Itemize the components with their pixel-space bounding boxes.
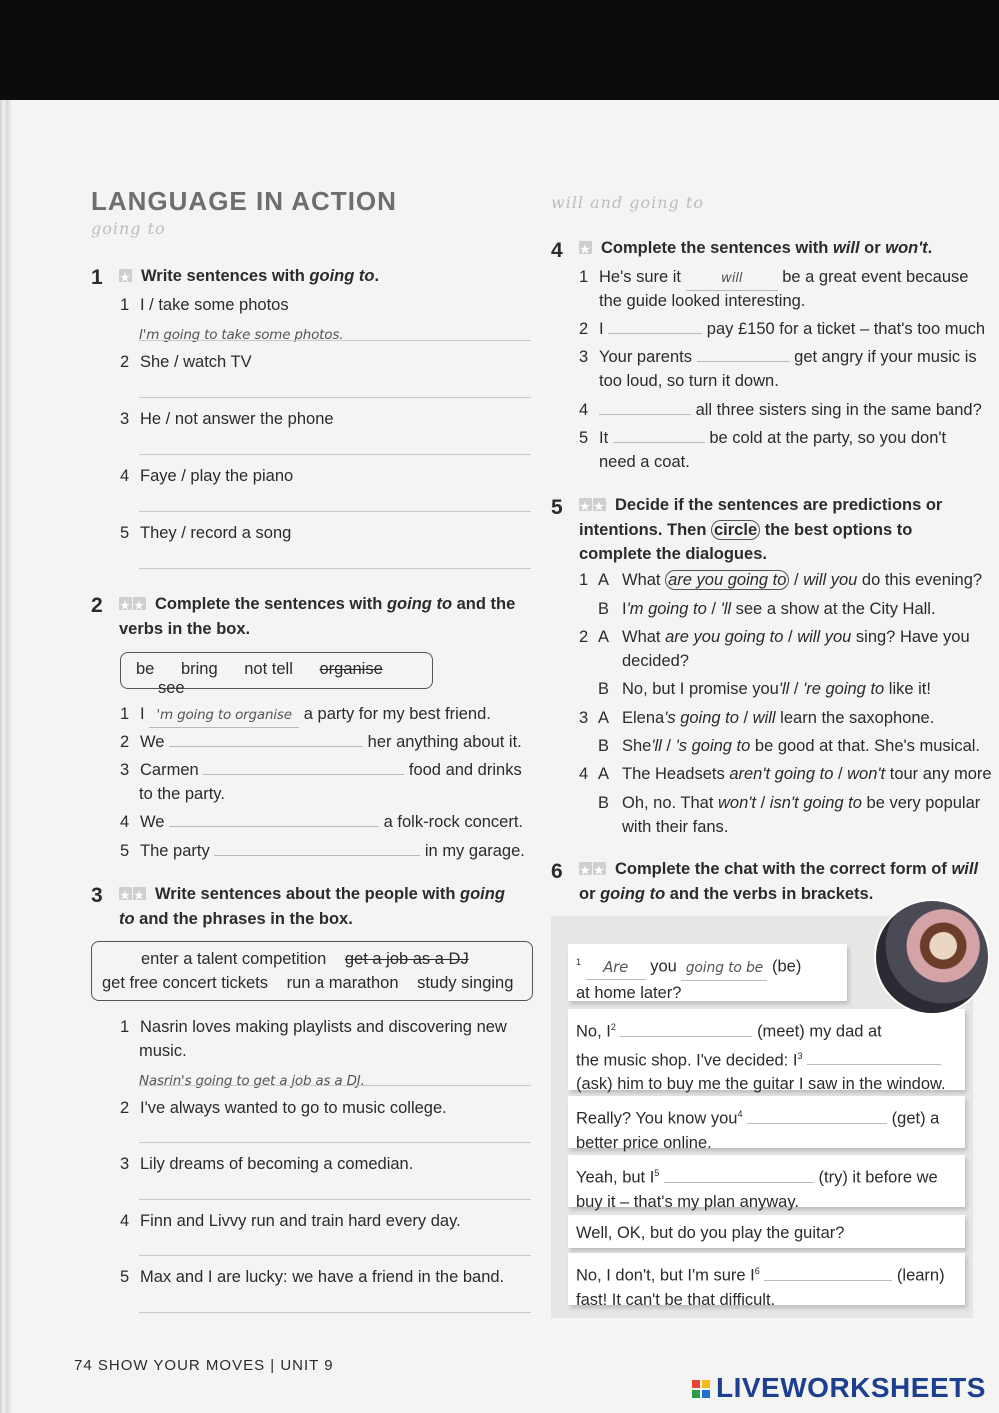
phrase-job-dj: get a job as a DJ <box>344 950 469 968</box>
chat-bubble-1: $^1$ Are you going to be (be) at home later? <box>568 944 847 1001</box>
ex4-blank-2[interactable] <box>608 318 702 334</box>
option-choice[interactable]: 'll <box>720 600 732 618</box>
option-choice[interactable]: won't <box>718 794 757 812</box>
difficulty-star-icon <box>119 883 147 907</box>
exercise-1-instruction: ★ Write sentences with going to. <box>119 264 379 289</box>
book-binding <box>0 100 18 1413</box>
chat-blank-4[interactable] <box>747 1108 887 1124</box>
chat-blank-6[interactable] <box>764 1265 892 1281</box>
option-choice[interactable]: 's going to <box>664 709 739 727</box>
chat-bubble-2: No, $I^2$ (meet) my dad at the music shop. I've decided: $I^3$ (ask) him to buy me the guitar I saw in the window. <box>568 1009 965 1090</box>
scan-top-edge <box>0 0 999 100</box>
exercise-5-number: 5 <box>551 496 563 519</box>
exercise-4-instruction: ★ Complete the sentences with will or won't. <box>579 236 932 261</box>
word-not-tell: not tell <box>244 660 293 678</box>
phrase-free-tickets: get free concert tickets <box>102 974 268 992</box>
ex2-item-3-cont: to the party. <box>139 785 225 803</box>
ex2-blank-3[interactable] <box>203 759 404 775</box>
chat-bubble-5: Well, OK, but do you play the guitar? <box>568 1215 965 1248</box>
difficulty-star-icon <box>119 593 147 617</box>
ex5-line-cont: decided? <box>622 652 689 670</box>
option-choice[interactable]: won't <box>847 765 886 783</box>
answer-line[interactable] <box>139 511 531 512</box>
option-choice[interactable]: 're going to <box>803 680 885 698</box>
option-choice[interactable]: 'm going to <box>626 600 707 618</box>
difficulty-star-icon <box>579 237 593 261</box>
chat-bubble-6: No, I don't, but I'm sure $I^6$ (learn) fast! It can't be that difficult. <box>568 1253 965 1305</box>
ex3-item-1-answer: Nasrin's going to get a job as a DJ. <box>139 1073 365 1089</box>
answer-line[interactable] <box>139 568 531 569</box>
exercise-2-number: 2 <box>91 594 103 617</box>
option-choice[interactable]: will <box>752 709 776 727</box>
option-choice[interactable]: 'll <box>778 680 790 698</box>
word-be: be <box>136 660 155 678</box>
girl-with-guitar-photo <box>874 899 990 1015</box>
ex4-blank-5[interactable] <box>613 427 705 443</box>
chat-answer-1b[interactable]: going to be <box>681 956 767 981</box>
chat-bubble-4: Yeah, but $I^5$ (try) it before we buy it – that's my plan anyway. <box>568 1155 965 1207</box>
answer-line[interactable] <box>139 1312 531 1313</box>
word-organise: organise <box>319 660 383 678</box>
option-choice[interactable]: 'll <box>651 737 662 755</box>
exercise-2-instruction: ★★ Complete the sentences with going to and the verbs in the box. <box>119 592 539 641</box>
difficulty-star-icon <box>579 494 607 518</box>
right-section-subtitle: will and going to <box>551 193 704 212</box>
ex2-blank-5[interactable] <box>214 840 420 856</box>
ex2-answer-1[interactable]: 'm going to organise <box>149 703 299 728</box>
ex3-item-1-cont: music. <box>139 1042 187 1060</box>
exercise-6-number: 6 <box>551 860 563 883</box>
ex4-item-1-cont: the guide looked interesting. <box>599 292 806 310</box>
option-choice[interactable]: will you <box>803 571 858 589</box>
left-column <box>91 186 536 238</box>
ex4-item-3-cont: too loud, so turn it down. <box>599 372 779 390</box>
answer-line[interactable] <box>139 1255 531 1256</box>
word-box <box>120 652 433 697</box>
difficulty-star-icon <box>119 265 133 289</box>
exercise-4-number: 4 <box>551 239 563 262</box>
option-choice[interactable]: are you going to <box>665 628 784 646</box>
answer-line[interactable] <box>139 397 531 398</box>
ex1-item-1-answer: I'm going to take some photos. <box>139 327 344 343</box>
phrase-study-singing: study singing <box>417 974 514 992</box>
option-choice[interactable]: are you going to <box>665 570 789 590</box>
option-choice[interactable]: aren't going to <box>729 765 834 783</box>
liveworksheets-logo: LIVEWORKSHEETS <box>691 1372 986 1404</box>
exercise-5-instruction: ★★ Decide if the sentences are predictions or intentions. Then circle the best options to complete the dialogues. <box>579 493 999 566</box>
difficulty-star-icon <box>579 858 607 882</box>
logo-grid-icon <box>691 1379 713 1401</box>
exercise-1-number: 1 <box>91 266 103 289</box>
exercise-3-number: 3 <box>91 884 103 907</box>
ex2-blank-4[interactable] <box>169 811 379 827</box>
answer-line[interactable] <box>139 1085 531 1086</box>
chat-bubble-3: Really? You know you$^4$ (get) a better price online. <box>568 1096 965 1148</box>
ex4-blank-4[interactable] <box>599 399 691 415</box>
ex4-answer-1[interactable]: will <box>686 266 778 291</box>
answer-line[interactable] <box>139 1199 531 1200</box>
answer-line[interactable] <box>139 1142 531 1143</box>
option-choice[interactable]: 's going to <box>675 737 751 755</box>
chat-blank-2[interactable] <box>620 1021 752 1037</box>
word-bring: bring <box>180 660 218 678</box>
phrase-talent-competition: enter a talent competition <box>141 950 327 968</box>
phrase-marathon: run a marathon <box>286 974 399 992</box>
section-subtitle: going to <box>91 219 166 238</box>
answer-line[interactable] <box>139 340 531 341</box>
ex4-blank-3[interactable] <box>697 346 790 362</box>
chat-blank-5[interactable] <box>664 1167 814 1183</box>
exercise-3-instruction: ★★ Write sentences about the people with going to and the phrases in the box. <box>119 882 539 931</box>
chat-blank-3[interactable] <box>807 1049 941 1065</box>
answer-line[interactable] <box>139 454 531 455</box>
ex2-blank-2[interactable] <box>169 731 363 747</box>
page-footer: 74 SHOW YOUR MOVES | UNIT 9 <box>74 1357 334 1374</box>
word-see: see <box>158 679 185 697</box>
page-title: LANGUAGE IN ACTION <box>91 186 397 216</box>
option-choice[interactable]: isn't going to <box>769 794 862 812</box>
ex5-line-cont: with their fans. <box>622 818 729 836</box>
phrase-box <box>91 941 533 1001</box>
option-choice[interactable]: will you <box>797 628 852 646</box>
chat-answer-1a[interactable]: Are <box>586 955 646 980</box>
exercise-6-instruction: ★★ Complete the chat with the correct form of will or going to and the verbs in brackets. <box>579 857 999 906</box>
ex4-item-5-cont: need a coat. <box>599 453 690 471</box>
